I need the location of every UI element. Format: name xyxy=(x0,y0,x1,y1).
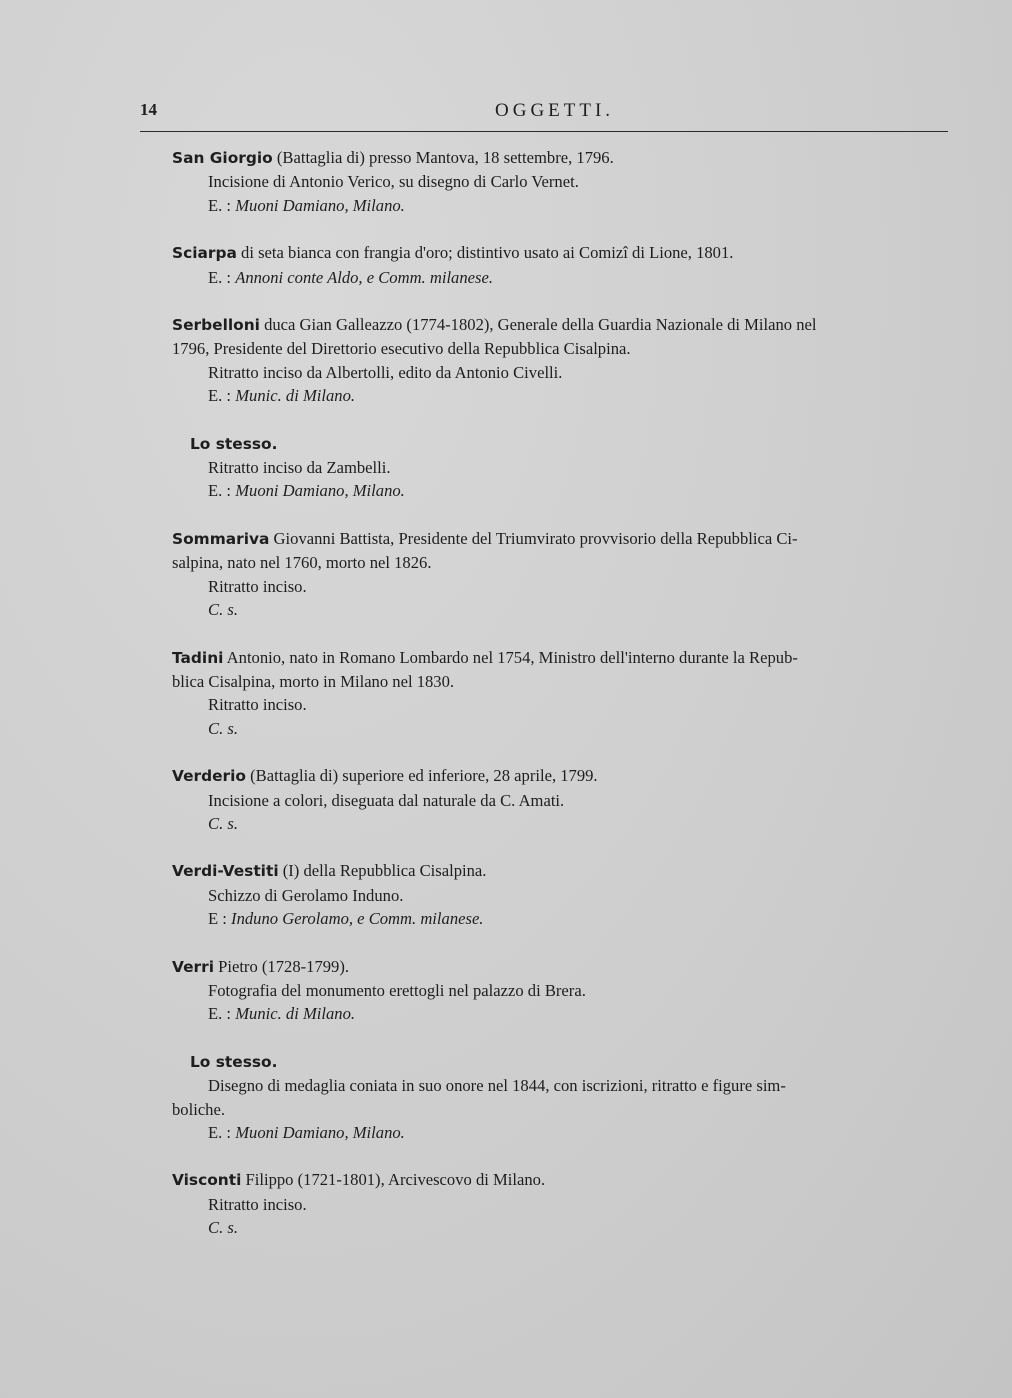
entry-head: Sciarpa xyxy=(172,244,237,263)
catalog-entry xyxy=(172,527,962,622)
owner-name: Induno Gerolamo, e Comm. milanese. xyxy=(231,909,484,929)
entry-description: (I) della Repubblica Cisalpina. xyxy=(278,861,487,881)
entry-description: Filippo (1721-1801), Arcivescovo di Milano. xyxy=(241,1170,546,1190)
entry-description: Pietro (1728-1799). xyxy=(213,956,350,976)
catalog-entry xyxy=(172,764,962,835)
entry-head: San Giorgio xyxy=(172,149,273,167)
entry-detail: Ritratto inciso da Zambelli. xyxy=(208,458,391,478)
entry-head: Lo stesso. xyxy=(190,434,278,453)
owner-name: Munic. di Milano. xyxy=(235,386,356,406)
owner-name: Munic. di Milano. xyxy=(235,1004,356,1024)
entry-description: Giovanni Battista, Presidente del Triumvirato provvisorio della Repubblica Ci- xyxy=(269,528,798,548)
entry-head: Verri xyxy=(172,957,214,976)
entry-description: Antonio, nato in Romano Lombardo nel 1754, Ministro dell'interno durante la Repub- xyxy=(223,647,798,667)
owner-name: Muoni Damiano, Milano. xyxy=(235,195,405,215)
entry-detail: Ritratto inciso da Albertolli, edito da Antonio Civelli. xyxy=(208,362,563,382)
entry-description: (Battaglia di) superiore ed inferiore, 28 aprile, 1799. xyxy=(246,766,598,786)
entry-heading-line xyxy=(172,1168,962,1192)
entry-head: Verderio xyxy=(172,767,246,786)
catalog-entry xyxy=(172,146,962,217)
entry-description: di seta bianca con frangia d'oro; distintivo usato ai Comizî di Lione, 1801. xyxy=(236,243,734,263)
entry-heading-line xyxy=(172,859,962,883)
running-head: OGGETTI. xyxy=(495,100,615,121)
entry-detail: Schizzo di Gerolamo Induno. xyxy=(208,885,404,905)
catalog-entry xyxy=(172,241,962,289)
entry-heading-line xyxy=(172,1050,962,1074)
entry-continuation: salpina, nato nel 1760, morto nel 1826. xyxy=(172,553,432,573)
entry-owner xyxy=(172,907,962,930)
entry-detail: Ritratto inciso. xyxy=(208,695,307,715)
entry-heading-line xyxy=(172,646,962,670)
entry-detail: Incisione di Antonio Verico, su disegno di Carlo Vernet. xyxy=(208,172,579,192)
catalog-entry xyxy=(172,859,962,930)
entry-owner-cs: C. s. xyxy=(208,813,238,833)
entry-detail: Disegno di medaglia coniata in suo onore nel 1844, con iscrizioni, ritratto e figure sim- xyxy=(208,1076,786,1096)
entry-head: Tadini xyxy=(172,648,224,667)
owner-label: E. : xyxy=(208,1004,236,1024)
entry-heading-line xyxy=(172,146,962,170)
catalog-entry xyxy=(172,432,962,503)
entry-head: Serbelloni xyxy=(172,316,260,335)
entry-description: duca Gian Galleazzo (1774-1802), Generale della Guardia Nazionale di Milano nel xyxy=(259,315,817,335)
entry-owner xyxy=(172,479,962,502)
entry-heading-line xyxy=(172,313,962,337)
owner-name: Annoni conte Aldo, e Comm. milanese. xyxy=(235,267,493,287)
entry-owner xyxy=(172,1121,962,1144)
owner-label: E. : xyxy=(208,481,236,501)
entry-detail: boliche. xyxy=(172,1099,225,1119)
owner-name: Muoni Damiano, Milano. xyxy=(235,1123,405,1142)
owner-label: E. : xyxy=(208,386,236,406)
entry-owner xyxy=(172,194,962,217)
entry-detail: Ritratto inciso. xyxy=(208,576,307,596)
owner-label: E. : xyxy=(208,195,236,215)
entry-continuation: blica Cisalpina, morto in Milano nel 1830. xyxy=(172,671,455,691)
entry-heading-line xyxy=(172,764,962,788)
entry-detail: Ritratto inciso. xyxy=(208,1194,307,1214)
entry-owner-cs: C. s. xyxy=(208,1218,238,1238)
entry-continuation: 1796, Presidente del Direttorio esecutivo della Repubblica Cisalpina. xyxy=(172,339,631,359)
entry-head: Sommariva xyxy=(172,529,270,548)
owner-label: E. : xyxy=(208,1123,236,1142)
entry-description: (Battaglia di) presso Mantova, 18 settembre, 1796. xyxy=(272,148,614,167)
entry-heading-line xyxy=(172,241,962,265)
page-number: 14 xyxy=(140,100,157,119)
page-header xyxy=(140,100,948,126)
catalog-entry xyxy=(172,1050,962,1145)
entry-heading-line xyxy=(172,432,962,456)
entry-head: Verdi-Vestiti xyxy=(172,862,279,881)
owner-label: E. : xyxy=(208,267,236,287)
entry-head: Visconti xyxy=(172,1171,242,1190)
entry-detail: Fotografia del monumento erettogli nel palazzo di Brera. xyxy=(208,980,586,1000)
catalog-entries xyxy=(172,146,962,1264)
entry-detail: Incisione a colori, diseguata dal naturale da C. Amati. xyxy=(208,790,565,810)
entry-owner xyxy=(172,1002,962,1025)
entry-owner xyxy=(172,266,962,289)
catalog-entry xyxy=(172,955,962,1026)
entry-head: Lo stesso. xyxy=(190,1052,278,1071)
owner-label: E : xyxy=(208,909,232,929)
entry-heading-line xyxy=(172,955,962,979)
catalog-entry xyxy=(172,646,962,741)
owner-name: Muoni Damiano, Milano. xyxy=(235,481,405,501)
entry-owner xyxy=(172,384,962,407)
entry-heading-line xyxy=(172,527,962,551)
catalog-entry xyxy=(172,313,962,408)
catalog-entry xyxy=(172,1168,962,1239)
header-rule xyxy=(140,131,948,132)
entry-owner-cs: C. s. xyxy=(208,718,238,738)
entry-owner-cs: C. s. xyxy=(208,600,238,620)
